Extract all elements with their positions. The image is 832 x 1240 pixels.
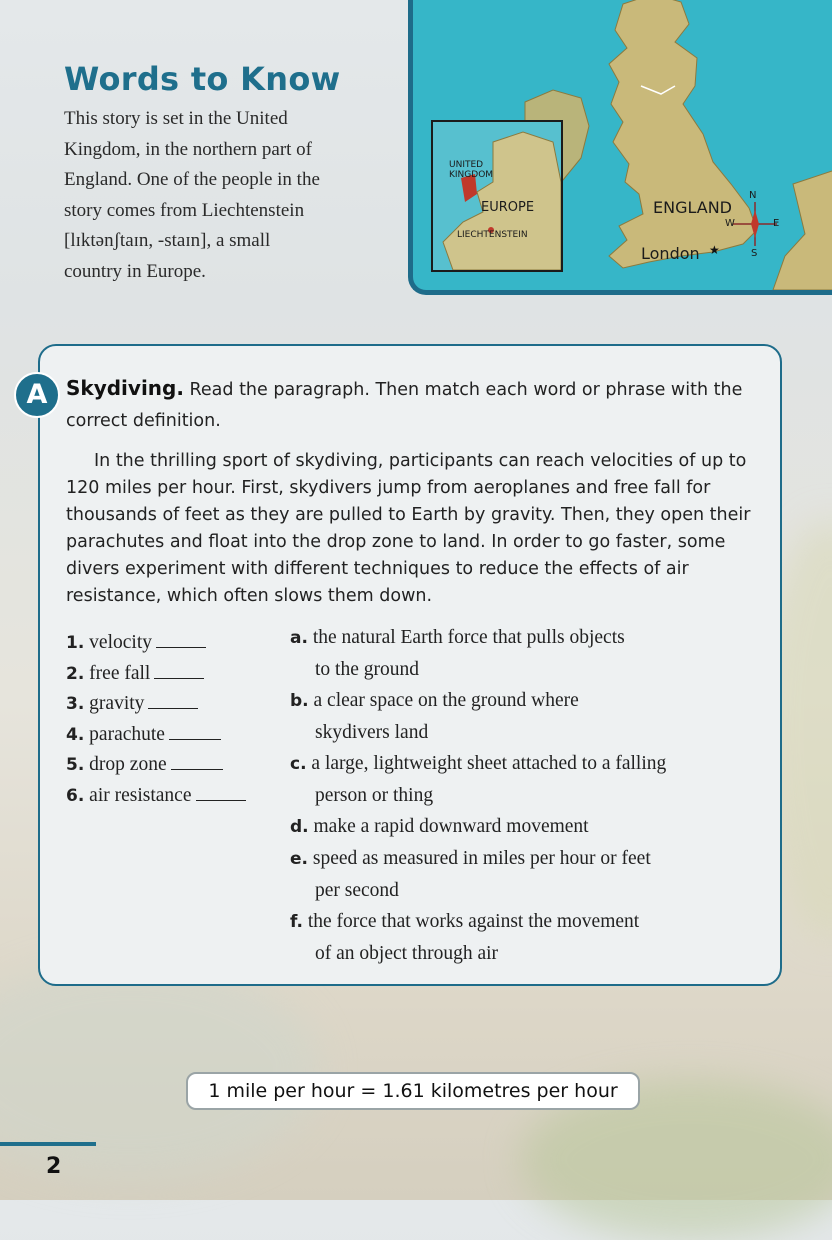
- uk-map: [408, 0, 832, 295]
- word-text: drop zone: [89, 754, 167, 776]
- london-label: London: [641, 244, 700, 263]
- activity-instruction: [66, 373, 756, 437]
- page-title: Words to Know: [64, 60, 341, 98]
- list-item: [290, 622, 750, 685]
- word-text: air resistance: [89, 784, 192, 806]
- word-number: 3.: [66, 694, 85, 715]
- answer-blank[interactable]: [196, 786, 246, 801]
- def-line1: the force that works against the movement: [307, 911, 640, 932]
- activity-badge: A: [14, 372, 60, 418]
- list-item: [66, 781, 286, 812]
- answer-blank[interactable]: [156, 633, 206, 648]
- intro-line: country in Europe.: [64, 260, 206, 282]
- answer-blank[interactable]: [148, 694, 198, 709]
- def-line2: of an object through air: [315, 943, 499, 964]
- inset-uk-line2: KINGDOM: [449, 170, 494, 180]
- conversion-note: 1 mile per hour = 1.61 kilometres per hour: [186, 1072, 640, 1110]
- word-number: 2.: [66, 663, 85, 684]
- def-line1: make a rapid downward movement: [313, 816, 589, 837]
- background-cloud: [0, 960, 320, 1180]
- def-letter: a.: [290, 628, 308, 648]
- inset-europe-label: EUROPE: [481, 200, 535, 215]
- word-text: parachute: [89, 723, 165, 745]
- instruction-line2: correct definition.: [66, 411, 221, 431]
- europe-inset-illustration: [433, 122, 561, 270]
- skydiving-paragraph: In the thrilling sport of skydiving, participants can reach velocities of up to 120 miles per hour. First, skydivers jump from aeroplanes and free fall for thousands of feet as they are pulled to Earth by gravity. Then, they open their parachutes and float into the drop zone to land. In order to go faster, some divers experiment with different techniques to reduce the effects of air resistance, which often slows them down.: [66, 451, 751, 606]
- intro-text: [64, 104, 394, 287]
- list-item: [66, 628, 286, 659]
- def-letter: b.: [290, 691, 309, 711]
- answer-blank[interactable]: [171, 755, 223, 770]
- activity-title: Skydiving.: [66, 376, 184, 400]
- word-number: 6.: [66, 785, 85, 806]
- list-item: [290, 748, 750, 811]
- list-item: [66, 659, 286, 690]
- word-number: 1.: [66, 633, 85, 653]
- def-line2: skydivers land: [315, 722, 429, 743]
- london-star-icon: ★: [709, 243, 720, 257]
- intro-line: This story is set in the United: [64, 108, 288, 129]
- compass-n: N: [749, 190, 757, 201]
- word-text: gravity: [89, 693, 145, 715]
- def-line2: person or thing: [315, 785, 434, 806]
- compass-e: E: [773, 218, 780, 229]
- def-line1: a large, lightweight sheet attached to a falling: [311, 753, 667, 774]
- intro-section: [64, 60, 394, 287]
- intro-line: story comes from Liechtenstein: [64, 199, 305, 221]
- def-letter: d.: [290, 817, 309, 837]
- compass-s: S: [751, 248, 758, 259]
- compass-w: W: [725, 218, 735, 229]
- list-item: [66, 689, 286, 720]
- answer-blank[interactable]: [169, 725, 221, 740]
- def-letter: e.: [290, 849, 308, 869]
- list-item: [66, 720, 286, 751]
- def-line2: per second: [315, 880, 399, 901]
- def-line2: to the ground: [315, 659, 419, 680]
- intro-line: England. One of the people in the: [64, 169, 320, 190]
- instruction-line1: Read the paragraph. Then match each word or phrase with the: [183, 380, 743, 400]
- intro-line: [lɪktənʃtaɪn, -staɪn], a small: [64, 230, 271, 251]
- page-number: 2: [46, 1154, 62, 1179]
- europe-inset-map: [431, 120, 563, 272]
- answer-blank[interactable]: [154, 664, 204, 679]
- list-item: [290, 811, 750, 843]
- def-line1: a clear space on the ground where: [313, 690, 579, 711]
- word-list: [66, 628, 286, 812]
- def-letter: f.: [290, 912, 303, 932]
- inset-uk-label: [449, 160, 493, 180]
- inset-liechtenstein-label: LIECHTENSTEIN: [457, 230, 528, 240]
- list-item: [290, 685, 750, 748]
- intro-line: Kingdom, in the northern part of: [64, 138, 313, 160]
- england-label: ENGLAND: [653, 198, 732, 217]
- list-item: [290, 906, 750, 969]
- def-line1: the natural Earth force that pulls objects: [312, 627, 625, 648]
- word-text: free fall: [89, 662, 151, 684]
- definition-list: [290, 622, 750, 969]
- def-line1: speed as measured in miles per hour or feet: [312, 848, 651, 869]
- word-number: 4.: [66, 724, 85, 745]
- page-number-rule: [0, 1142, 96, 1146]
- continent-land: [773, 164, 832, 290]
- list-item: [66, 750, 286, 781]
- list-item: [290, 843, 750, 906]
- def-letter: c.: [290, 754, 307, 774]
- word-number: 5.: [66, 755, 85, 776]
- inset-uk-line1: UNITED: [449, 160, 484, 170]
- word-text: velocity: [89, 632, 152, 653]
